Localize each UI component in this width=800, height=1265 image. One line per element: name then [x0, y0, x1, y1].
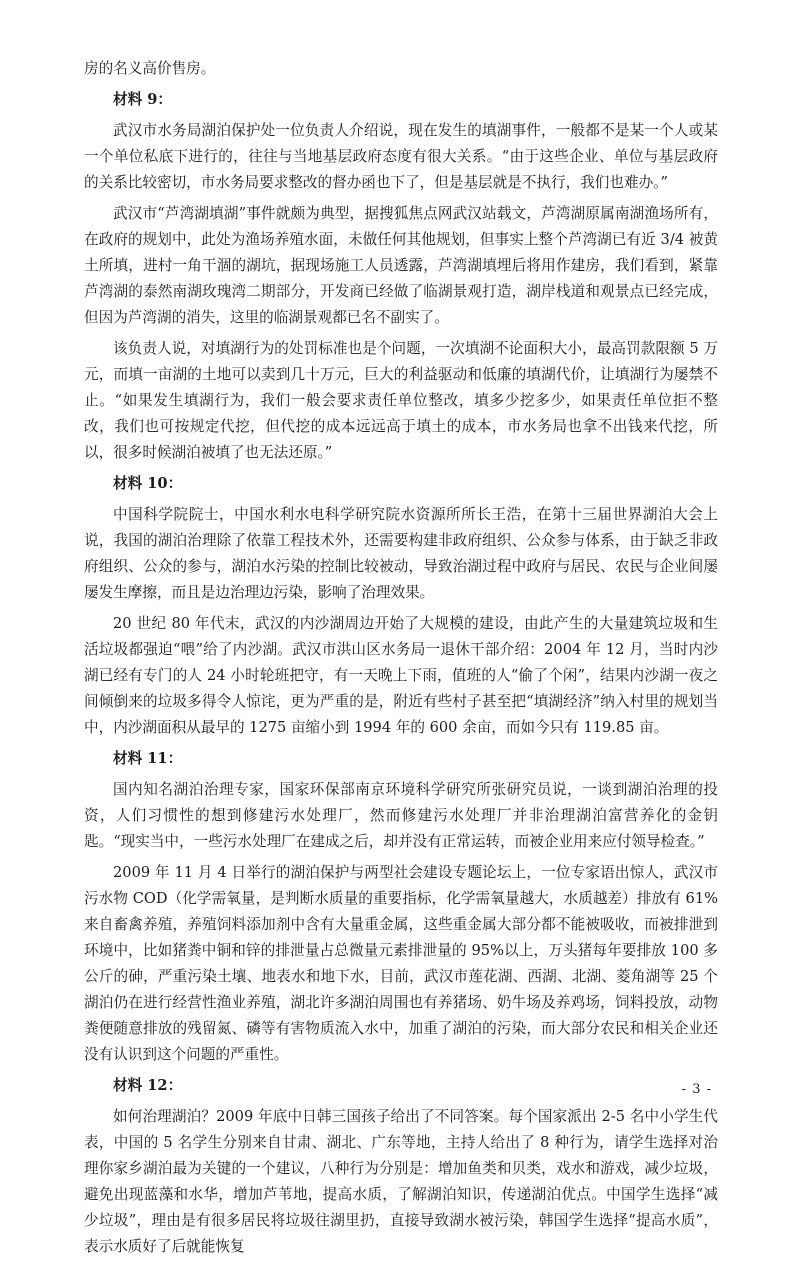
paragraph: 如何治理湖泊？2009 年底中日韩三国孩子给出了不同答案。每个国家派出 2-5 名中小学生代表，中国的 5 名学生分别来自甘肃、湖北、广东等地，主持人给出了 8 种行为，请学生选择对治理你家乡湖泊最为关键的一个建议，八种行为分别是：增加鱼类和贝类，戏水和游戏，减少垃圾，避免出现蓝藻和水华，增加芦苇地，提高水质，了解湖泊知识，传递湖泊优点。中国学生选择“减少垃圾”，理由是有很多居民将垃圾往湖里扔，直接导致湖水被污染，韩国学生选择“提高水质”，表示水质好了后就能恢复	[84, 1108, 718, 1255]
paragraph: 20 世纪 80 年代末，武汉的内沙湖周边开始了大规模的建设，由此产生的大量建筑垃圾和生活垃圾都强迫“喂”给了内沙湖。武汉市洪山区水务局一退休干部介绍：2004 年 12 月，当时内沙湖已经有专门的人 24 小时轮班把守，有一天晚上下雨，值班的人“偷了个闲”，结果内沙湖一夜之间倾倒来的垃圾多得令人惊诧，更为严重的是，附近有些村子甚至把“填湖经济”纳入村里的规划当中，内沙湖面积从最早的 1275 亩缩小到 1994 年的 600 余亩，而如今只有 119.85 亩。	[84, 615, 718, 736]
paragraph: 2009 年 11 月 4 日举行的湖泊保护与两型社会建设专题论坛上，一位专家语出惊人，武汉市污水物 COD（化学需氧量，是判断水质量的重要指标，化学需氧量越大，水质越差）排放有 61%来自畜禽养殖，养殖饲料添加剂中含有大量重金属，这些重金属大部分都不能被吸收，而被排泄到环境中，比如猪粪中铜和锌的排泄量占总微量元素排泄量的 95%以上，万头猪每年要排放 100 多公斤的砷，严重污染土壤、地表水和地下水，目前，武汉市莲花湖、西湖、北湖、菱角湖等 25 个湖泊仍在进行经营性渔业养殖，湖北许多湖泊周围也有养猪场、奶牛场及养鸡场，饲料投放，动物粪便随意排放的残留氮、磷等有害物质流入水中，加重了湖泊的污染，而大部分农民和相关企业还没有认识到这个问题的严重性。	[84, 864, 718, 1063]
section-heading-material-11: 材料 11：	[113, 750, 183, 767]
paragraph: 武汉市“芦湾湖填湖”事件就颇为典型，据搜狐焦点网武汉站载文，芦湾湖原属南湖渔场所有，在政府的规划中，此处为渔场养殖水面，未做任何其他规划，但事实上整个芦湾湖已有近 3/4 被黄土所填，进村一角干涸的湖坑，据现场施工人员透露，芦湾湖填埋后将用作建房，我们看到，紧靠芦湾湖的泰然南湖玫瑰湾二期部分，开发商已经做了临湖景观打造，湖岸栈道和观景点已经完成，但因为芦湾湖的消失，这里的临湖景观都已名不副实了。	[84, 205, 718, 326]
paragraph-continuation: 房的名义高价售房。	[84, 60, 216, 77]
page-number: - 3 -	[681, 1082, 712, 1097]
paragraph: 中国科学院院士，中国水利水电科学研究院水资源所所长王浩，在第十三届世界湖泊大会上说，我国的湖泊治理除了依靠工程技术外，还需要构建非政府组织、公众参与体系，由于缺乏非政府组织、公众的参与，湖泊水污染的控制比较被动，导致治湖过程中政府与居民、农民与企业间屡屡发生摩擦，而且是边治理边污染，影响了治理效果。	[84, 506, 718, 601]
section-heading-material-9: 材料 9：	[113, 91, 173, 108]
paragraph: 武汉市水务局湖泊保护处一位负责人介绍说，现在发生的填湖事件，一般都不是某一个人或某一个单位私底下进行的，往往与当地基层政府态度有很大关系。“由于这些企业、单位与基层政府的关系比较密切，市水务局要求整改的督办函也下了，但是基层就是不执行，我们也难办。”	[84, 122, 718, 191]
section-heading-material-10: 材料 10：	[113, 475, 183, 492]
paragraph: 国内知名湖泊治理专家，国家环保部南京环境科学研究所张研究员说，一谈到湖泊治理的投资，人们习惯性的想到修建污水处理厂，然而修建污水处理厂并非治理湖泊富营养化的金钥匙。“现实当中，一些污水处理厂在建成之后，却并没有正常运转，而被企业用来应付领导检查。”	[84, 781, 718, 850]
section-heading-material-12: 材料 12：	[113, 1077, 183, 1094]
paragraph: 该负责人说，对填湖行为的处罚标准也是个问题，一次填湖不论面积大小，最高罚款限额 5 万元，而填一亩湖的土地可以卖到几十万元，巨大的利益驱动和低廉的填湖代价，让填湖行为屡禁不止。“如果发生填湖行为，我们一般会要求责任单位整改，填多少挖多少，如果责任单位拒不整改，我们也可按规定代挖，但代挖的成本远远高于填土的成本，市水务局也拿不出钱来代挖，所以，很多时候湖泊被填了也无法还原。”	[84, 340, 718, 461]
document-body	[84, 56, 718, 1265]
